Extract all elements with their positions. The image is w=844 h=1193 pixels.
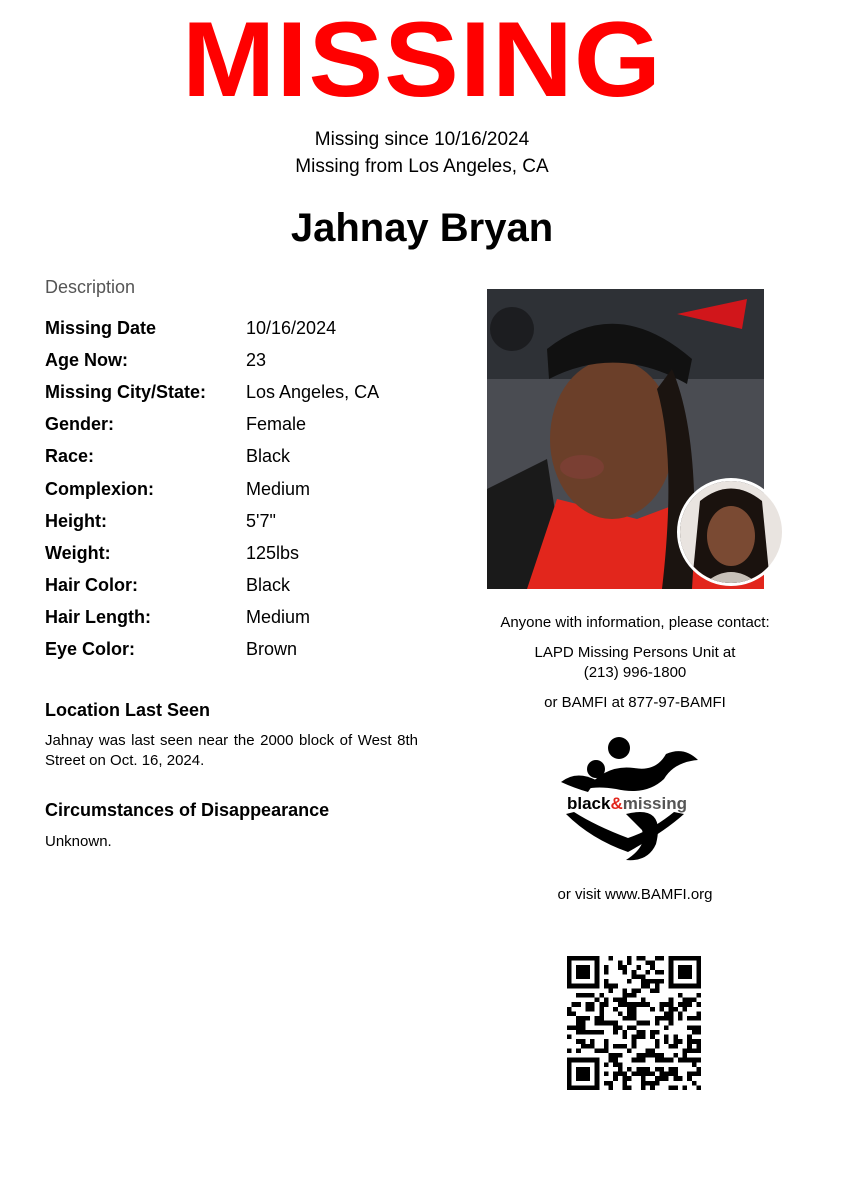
row-value: 23 (246, 349, 267, 370)
row-key: Height: (45, 510, 107, 531)
row-eye-color (45, 634, 445, 666)
row-complexion (45, 473, 445, 505)
row-weight (45, 537, 445, 569)
row-key: Gender: (45, 414, 115, 435)
qr-code[interactable] (567, 956, 701, 1090)
logo-text-missing: missing (622, 794, 688, 813)
description-label: Description (45, 277, 136, 297)
row-value: 10/16/2024 (246, 317, 337, 338)
row-key: Eye Color: (45, 639, 136, 660)
row-value: Medium (246, 478, 311, 499)
row-key: Weight: (45, 542, 111, 563)
row-value: 5'7" (246, 510, 276, 531)
inset-photo (677, 478, 785, 586)
row-missing-date (45, 312, 445, 344)
row-value: Brown (246, 639, 298, 660)
location-text: Jahnay was last seen near the 2000 block of West 8th Street on Oct. 16, 2024. (45, 732, 418, 769)
row-key: Race: (45, 446, 95, 467)
row-value: Black (246, 575, 291, 596)
row-height (45, 505, 445, 537)
row-city-state (45, 376, 445, 408)
missing-from: Missing from Los Angeles, CA (295, 156, 549, 177)
row-key: Hair Color: (45, 575, 139, 596)
row-race (45, 441, 445, 473)
row-key: Age Now: (45, 349, 128, 370)
contact-bamfi: or BAMFI at 877-97-BAMFI (544, 694, 726, 711)
row-hair-color (45, 570, 445, 602)
row-key: Missing City/State: (45, 381, 207, 402)
circumstances-text: Unknown. (45, 833, 112, 850)
location-heading: Location Last Seen (45, 700, 211, 720)
row-key: Missing Date (45, 317, 157, 338)
row-value: Black (246, 446, 291, 467)
logo-text-amp: & (610, 794, 623, 813)
row-gender (45, 409, 445, 441)
missing-headline: MISSING (182, 0, 662, 119)
row-value: 125lbs (246, 542, 300, 563)
row-key: Complexion: (45, 478, 155, 499)
row-value: Medium (246, 607, 311, 628)
row-hair-length (45, 602, 445, 634)
row-value: Los Angeles, CA (246, 381, 380, 402)
contact-visit: or visit www.BAMFI.org (557, 886, 713, 903)
svg-text:black&missing (567, 794, 687, 813)
circumstances-heading: Circumstances of Disappearance (45, 800, 330, 820)
person-name: Jahnay Bryan (290, 206, 554, 250)
row-key: Hair Length: (45, 607, 151, 628)
contact-unit: LAPD Missing Persons Unit at (534, 644, 736, 661)
logo-text-black: black (567, 794, 611, 813)
row-age (45, 344, 445, 376)
contact-phone: (213) 996-1800 (583, 664, 687, 681)
bamfi-logo (556, 734, 701, 864)
contact-intro: Anyone with information, please contact: (500, 614, 770, 631)
missing-since: Missing since 10/16/2024 (314, 129, 530, 150)
row-value: Female (246, 414, 307, 435)
description-table (45, 312, 445, 666)
